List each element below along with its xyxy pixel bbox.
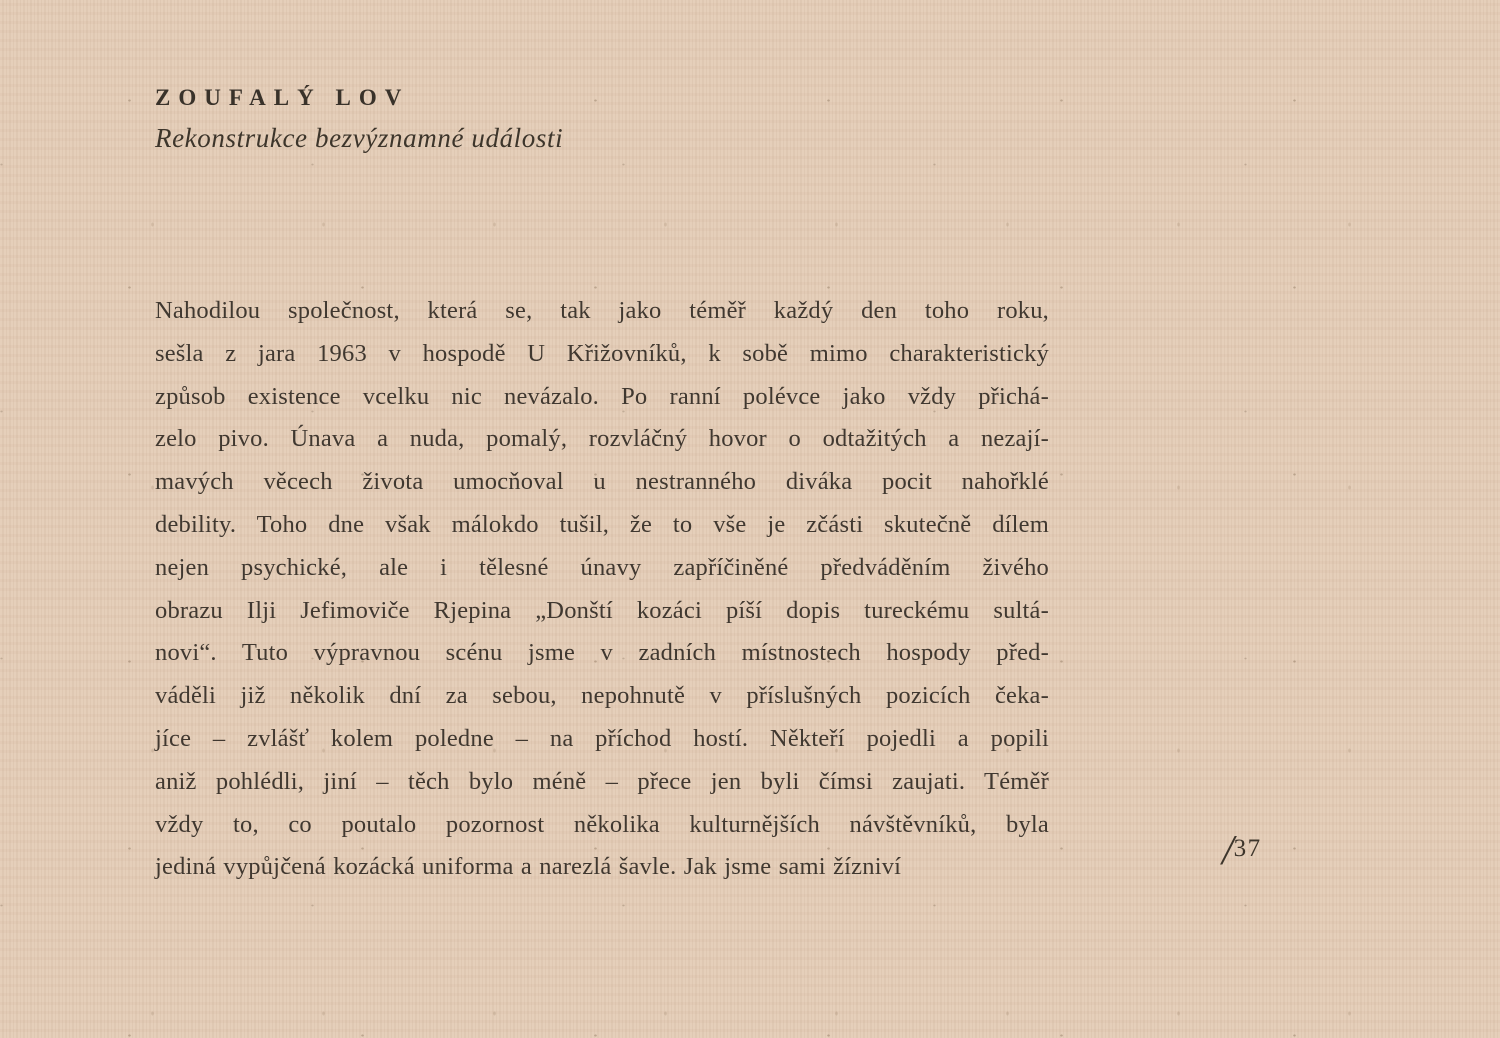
paragraph-line: jíce – zvlášť kolem poledne – na příchod hostí. Někteří pojedli a popili [155, 724, 1049, 752]
paragraph-line: nejen psychické, ale i tělesné únavy zapříčiněné předváděním živého [155, 553, 1049, 581]
paragraph-line: sešla z jara 1963 v hospodě U Křižovníků, k sobě mimo charakteristický [155, 339, 1049, 367]
page-number-slash: / [1222, 828, 1234, 874]
paragraph-line: jediná vypůjčená kozácká uniforma a narezlá šavle. Jak jsme sami žízniví [155, 853, 902, 881]
page-subtitle: Rekonstrukce bezvýznamné události [155, 123, 564, 153]
page-number [1222, 830, 1262, 872]
paragraph-line: zelo pivo. Únava a nuda, pomalý, rozvláčný hovor o odtažitých a nezají- [155, 425, 1049, 453]
paragraph-line: váděli již několik dní za sebou, nepohnutě v příslušných pozicích čeka- [155, 682, 1049, 710]
paragraph-line: vždy to, co poutalo pozornost několika kulturnějších návštěvníků, byla [155, 810, 1049, 838]
paragraph-line: aniž pohlédli, jiní – těch bylo méně – přece jen byli čímsi zaujati. Téměř [155, 767, 1049, 795]
paragraph-line: způsob existence vcelku nic nevázalo. Po ranní polévce jako vždy přichá- [155, 382, 1049, 410]
paragraph-line: debility. Toho dne však málokdo tušil, že to vše je zčásti skutečně dílem [155, 510, 1049, 538]
page-number-value: 37 [1233, 835, 1262, 862]
paragraph-line: novi“. Tuto výpravnou scénu jsme v zadních místnostech hospody před- [155, 639, 1049, 667]
paragraph-line: obrazu Ilji Jefimoviče Rjepina „Donští kozáci píší dopis tureckému sultá- [155, 596, 1049, 624]
paragraph [155, 290, 1049, 889]
chapter-heading [155, 84, 563, 154]
paragraph-line: Nahodilou společnost, která se, tak jako téměř každý den toho roku, [155, 297, 1049, 324]
paragraph-line: mavých věcech života umocňoval u nestranného diváka pocit nahořklé [155, 468, 1049, 496]
page-title: ZOUFALÝ LOV [155, 85, 410, 110]
